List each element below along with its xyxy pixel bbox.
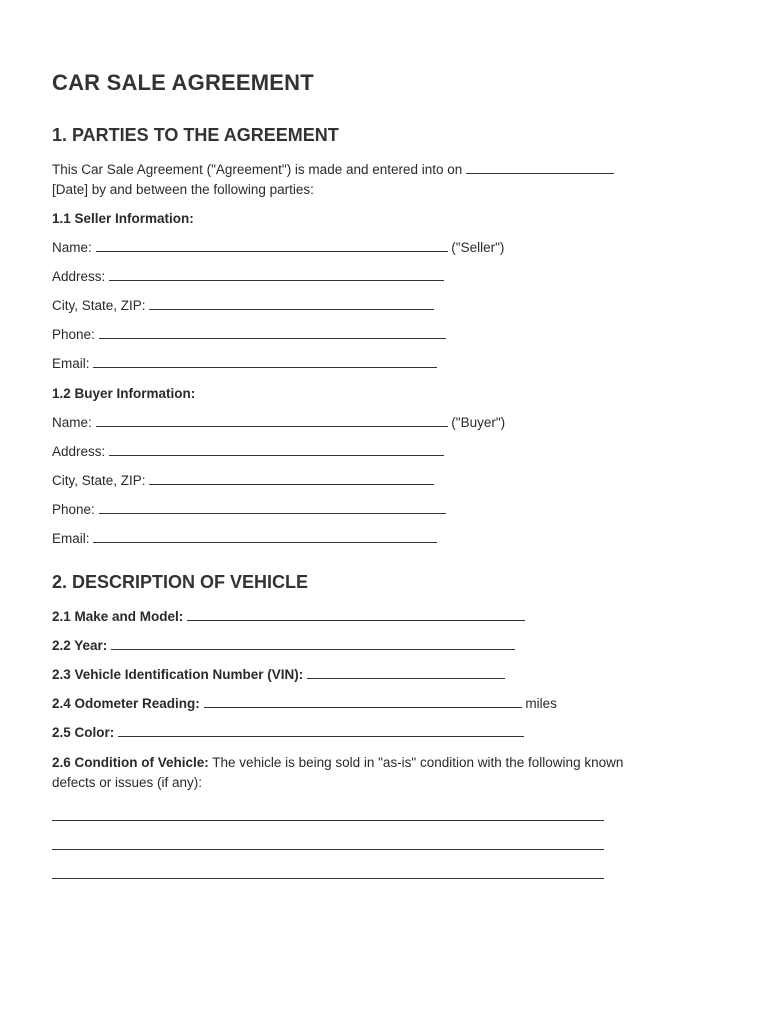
buyer-address-row: Address: [52,442,444,462]
make-model-field[interactable] [187,608,525,621]
buyer-phone-row: Phone: [52,500,446,520]
seller-email-field[interactable] [93,355,437,368]
buyer-email-field[interactable] [93,530,437,543]
buyer-phone-field[interactable] [99,501,446,514]
seller-email-row: Email: [52,354,437,374]
vin-row: 2.3 Vehicle Identification Number (VIN): [52,665,505,685]
odometer-field[interactable] [204,695,522,708]
color-row: 2.5 Color: [52,723,524,743]
intro-line-1: This Car Sale Agreement ("Agreement") is made and entered into on [52,160,614,180]
buyer-email-row: Email: [52,529,437,549]
section-1-heading: 1. PARTIES TO THE AGREEMENT [52,125,339,145]
buyer-info-heading: 1.2 Buyer Information: [52,386,196,401]
year-field[interactable] [111,637,515,650]
buyer-city-row: City, State, ZIP: [52,471,434,491]
buyer-city-field[interactable] [149,472,434,485]
document-title: CAR SALE AGREEMENT [52,70,314,95]
seller-info-heading: 1.1 Seller Information: [52,211,194,226]
seller-phone-field[interactable] [99,326,446,339]
defects-line-1[interactable] [52,820,604,821]
seller-address-field[interactable] [109,268,444,281]
defects-line-2[interactable] [52,849,604,850]
seller-city-field[interactable] [149,297,434,310]
seller-name-row: Name: ("Seller") [52,240,505,255]
seller-city-row: City, State, ZIP: [52,296,434,316]
color-field[interactable] [118,724,524,737]
seller-phone-row: Phone: [52,325,446,345]
make-model-row: 2.1 Make and Model: [52,607,525,627]
year-row: 2.2 Year: [52,636,515,656]
buyer-name-row: Name: ("Buyer") [52,415,506,430]
vin-field[interactable] [307,666,505,679]
buyer-address-field[interactable] [109,443,444,456]
seller-name-field[interactable] [96,239,448,252]
agreement-date-field[interactable] [466,161,614,174]
odometer-row: 2.4 Odometer Reading: miles [52,696,557,711]
seller-address-row: Address: [52,267,444,287]
condition-paragraph: 2.6 Condition of Vehicle: The vehicle is being sold in "as-is" condition with the following known defects or issues (if any): [52,755,624,790]
buyer-name-field[interactable] [96,414,448,427]
intro-line-2: [Date] by and between the following parties: [52,182,314,197]
defects-line-3[interactable] [52,878,604,879]
section-2-heading: 2. DESCRIPTION OF VEHICLE [52,572,309,592]
